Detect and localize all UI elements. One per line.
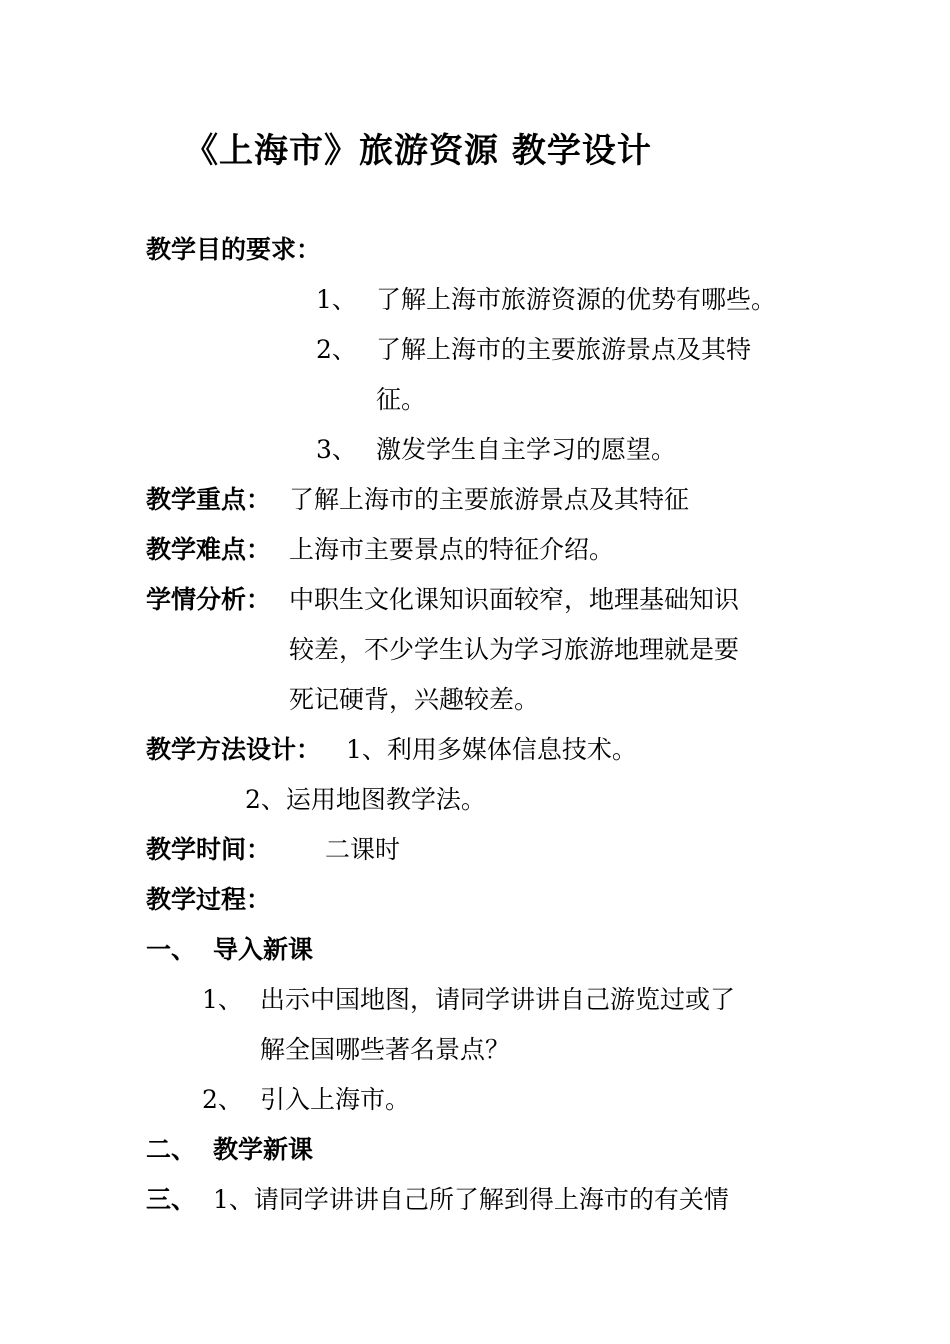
difficulty-text: 上海市主要景点的特征介绍。 bbox=[289, 535, 615, 564]
document-title: 《上海市》旅游资源 教学设计 bbox=[184, 131, 652, 171]
objective-1-text: 了解上海市旅游资源的优势有哪些。 bbox=[376, 285, 777, 314]
section-3-text: 1、请同学讲讲自己所了解到得上海市的有关情 bbox=[213, 1185, 729, 1214]
objective-3-num: 3、 bbox=[316, 435, 357, 464]
time-label: 教学时间： bbox=[146, 835, 272, 864]
analysis-line-3: 死记硬背，兴趣较差。 bbox=[289, 685, 540, 714]
section-1-item-1-num: 1、 bbox=[202, 985, 243, 1014]
section-3-num: 三、 bbox=[146, 1185, 197, 1214]
analysis-label: 学情分析： bbox=[146, 585, 272, 614]
section-1-item-1-text: 出示中国地图，请同学讲讲自己游览过或了 bbox=[260, 985, 736, 1014]
difficulty-label: 教学难点： bbox=[146, 535, 272, 564]
objective-3-text: 激发学生自主学习的愿望。 bbox=[376, 435, 677, 464]
objectives-heading: 教学目的要求： bbox=[146, 235, 322, 264]
section-1-item-2-text: 引入上海市。 bbox=[260, 1085, 411, 1114]
time-text: 二课时 bbox=[325, 835, 401, 864]
methods-label: 教学方法设计： bbox=[146, 735, 322, 764]
objective-2-num: 2、 bbox=[316, 335, 357, 364]
section-1-item-1-text-cont: 解全国哪些著名景点？ bbox=[260, 1035, 511, 1064]
objective-2-text-cont: 征。 bbox=[376, 385, 427, 414]
method-2: 2、运用地图教学法。 bbox=[245, 785, 486, 814]
section-2-title: 教学新课 bbox=[213, 1135, 314, 1164]
section-1-title: 导入新课 bbox=[213, 935, 314, 964]
objective-1-num: 1、 bbox=[316, 285, 357, 314]
method-1: 1、利用多媒体信息技术。 bbox=[346, 735, 637, 764]
key-point-label: 教学重点： bbox=[146, 485, 272, 514]
section-2-num: 二、 bbox=[146, 1135, 197, 1164]
analysis-line-2: 较差，不少学生认为学习旅游地理就是要 bbox=[289, 635, 740, 664]
section-1-item-2-num: 2、 bbox=[202, 1085, 243, 1114]
section-1-num: 一、 bbox=[146, 935, 197, 964]
key-point-text: 了解上海市的主要旅游景点及其特征 bbox=[289, 485, 690, 514]
process-heading: 教学过程： bbox=[146, 885, 272, 914]
objective-2-text: 了解上海市的主要旅游景点及其特 bbox=[376, 335, 752, 364]
analysis-line-1: 中职生文化课知识面较窄，地理基础知识 bbox=[289, 585, 740, 614]
